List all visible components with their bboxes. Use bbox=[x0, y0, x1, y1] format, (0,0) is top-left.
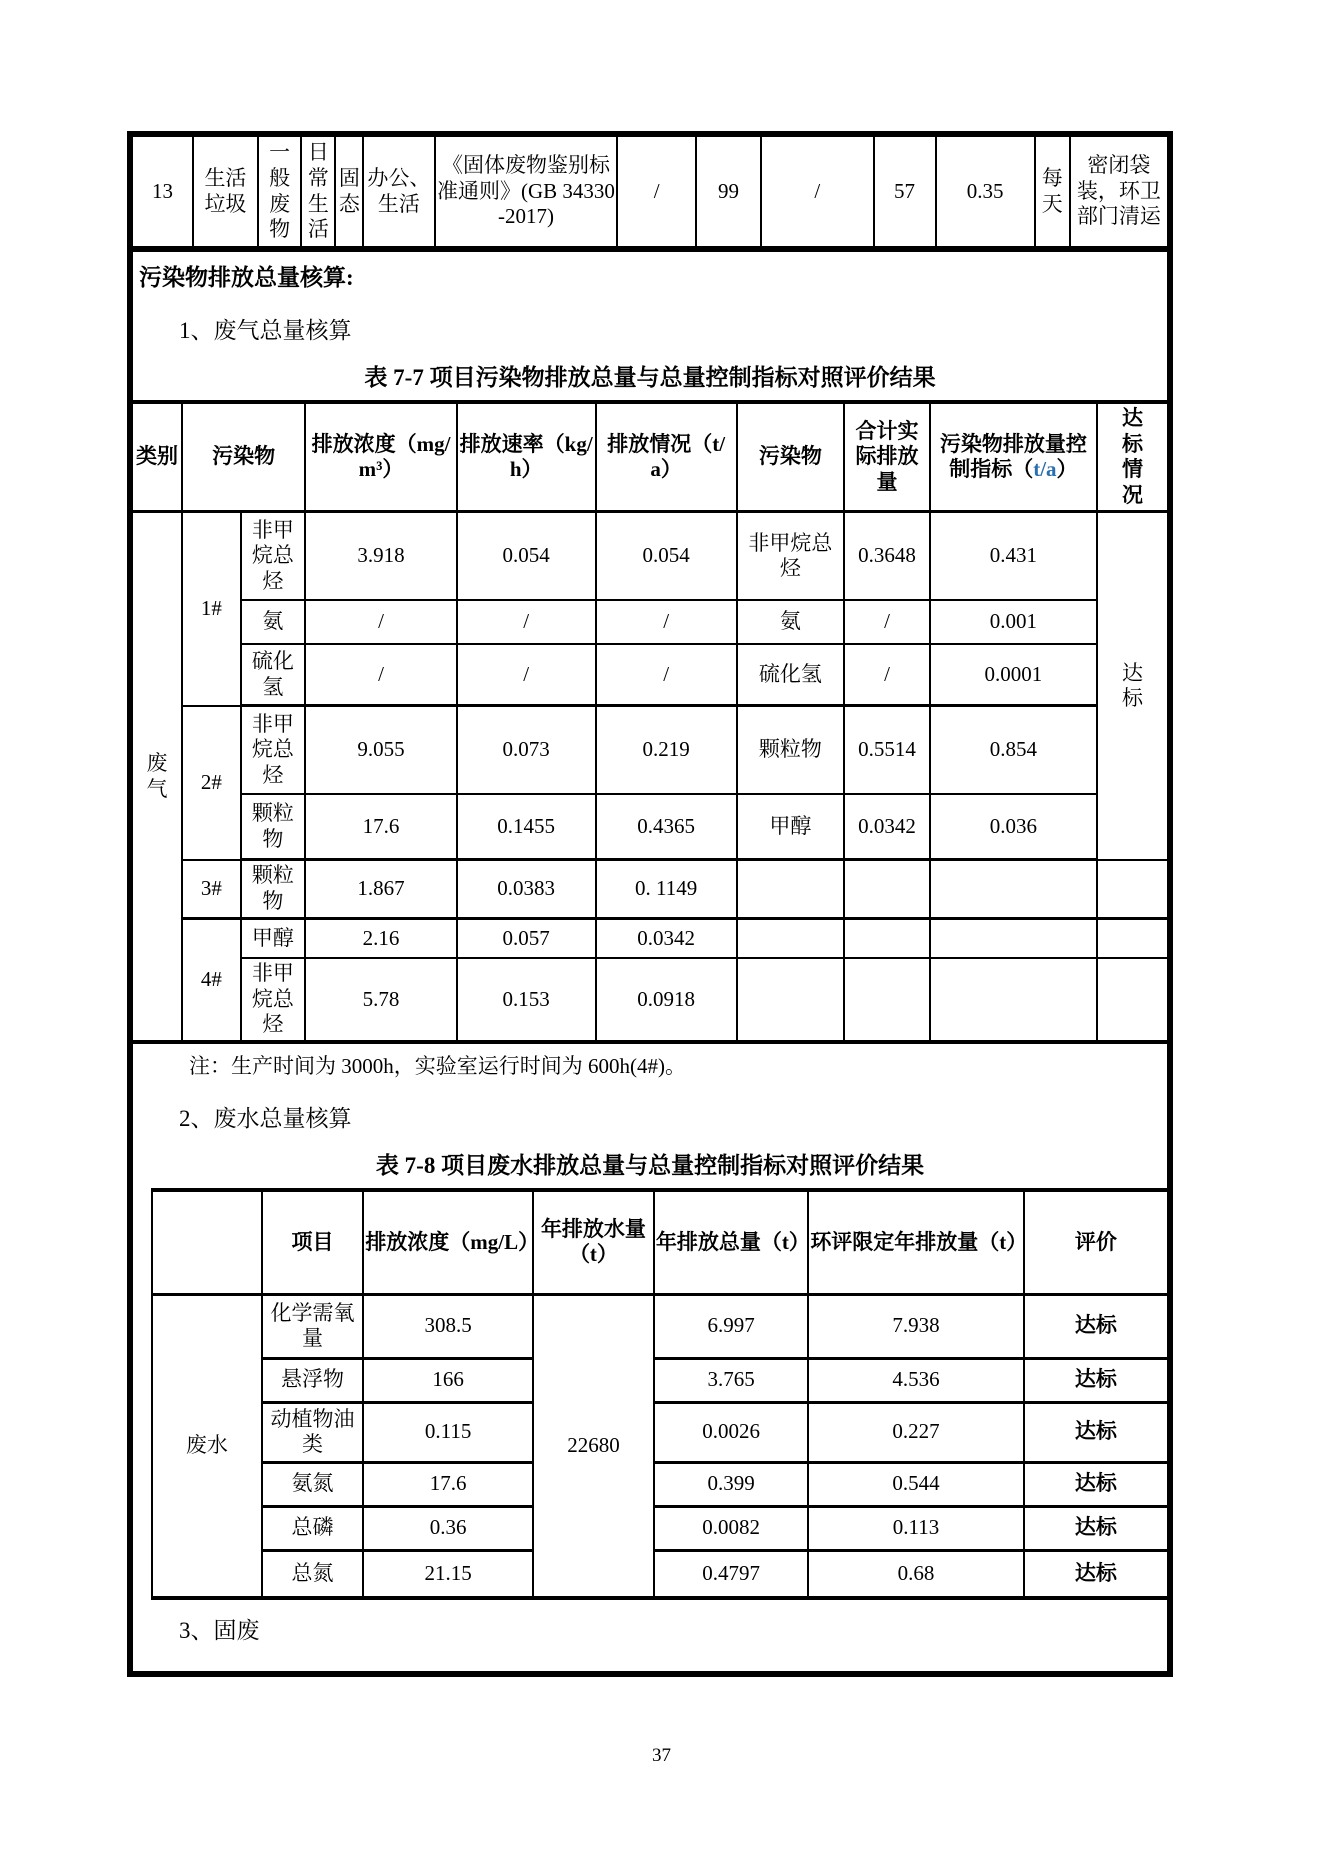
cell-value: 0.113 bbox=[808, 1506, 1023, 1550]
cell-waste-state: 固态 bbox=[335, 137, 363, 249]
wastewater-total-table bbox=[151, 1188, 1167, 1600]
control-indicator-close: ） bbox=[1056, 457, 1078, 482]
header-evaluation: 评价 bbox=[1024, 1190, 1167, 1294]
cell-value: 0.219 bbox=[596, 706, 737, 794]
header-eia-limit: 环评限定年排放量（t） bbox=[808, 1190, 1023, 1294]
cell-evaluation: 达标 bbox=[1024, 1358, 1167, 1402]
table-row bbox=[152, 1462, 1167, 1506]
cell-value: / bbox=[305, 644, 456, 706]
control-indicator-text: 污染物排放量控制指标（ bbox=[939, 431, 1087, 482]
header-pollutant2: 污染物 bbox=[737, 402, 845, 512]
cell-standard-reference: 《固体废物鉴别标准通则》(GB 34330-2017) bbox=[435, 137, 618, 249]
cell-value: 0.544 bbox=[808, 1462, 1023, 1506]
cell-empty bbox=[844, 958, 930, 1042]
table-header-row bbox=[133, 402, 1167, 512]
cell-disposal-method: 密闭袋装，环卫部门清运 bbox=[1070, 137, 1167, 249]
header-control-indicator bbox=[930, 402, 1097, 512]
cell-row-index: 13 bbox=[133, 137, 193, 249]
table-row bbox=[152, 1294, 1167, 1358]
section-heading-total-accounting: 污染物排放总量核算: bbox=[139, 265, 354, 290]
cell-value: 0.0918 bbox=[596, 958, 737, 1042]
table-row bbox=[133, 706, 1167, 794]
cell-value: 0.35 bbox=[936, 137, 1035, 249]
cell-pollutant-name: 硫化氢 bbox=[737, 644, 845, 706]
page-number: 37 bbox=[652, 1745, 671, 1766]
cell-value: 0.68 bbox=[808, 1550, 1023, 1598]
cell-value: 0.115 bbox=[363, 1402, 533, 1462]
cell-value: 0.036 bbox=[930, 794, 1097, 860]
table-row bbox=[133, 918, 1167, 958]
header-total-actual: 合计实际排放量 bbox=[844, 402, 930, 512]
cell-value: 2.16 bbox=[305, 918, 456, 958]
cell-waste-source: 办公、生活 bbox=[363, 137, 434, 249]
cell-frequency: 每天 bbox=[1035, 137, 1070, 249]
cell-value: 1.867 bbox=[305, 860, 456, 918]
cell-pollutant-name: 颗粒物 bbox=[241, 860, 306, 918]
cell-empty bbox=[930, 958, 1097, 1042]
cell-value: 0.4797 bbox=[654, 1550, 808, 1598]
cell-value: 0.4365 bbox=[596, 794, 737, 860]
cell-category-wastewater: 废水 bbox=[152, 1294, 262, 1598]
table-row bbox=[133, 958, 1167, 1042]
cell-value: 9.055 bbox=[305, 706, 456, 794]
cell-item-name: 总氮 bbox=[262, 1550, 364, 1598]
cell-item-name: 总磷 bbox=[262, 1506, 364, 1550]
cell-empty bbox=[930, 860, 1097, 918]
cell-evaluation: 达标 bbox=[1024, 1462, 1167, 1506]
cell-empty bbox=[844, 860, 930, 918]
cell-empty bbox=[1097, 860, 1167, 918]
table-row bbox=[133, 794, 1167, 860]
category-text: 废气 bbox=[146, 751, 168, 801]
cell-value: 0.073 bbox=[457, 706, 596, 794]
cell-outlet-group: 2# bbox=[182, 706, 240, 860]
cell-empty bbox=[930, 918, 1097, 958]
cell-item-name: 悬浮物 bbox=[262, 1358, 364, 1402]
cell-value: / bbox=[761, 137, 874, 249]
subsection-2-label: 2、废水总量核算 bbox=[179, 1106, 352, 1132]
header-item: 项目 bbox=[262, 1190, 364, 1294]
cell-empty bbox=[844, 918, 930, 958]
cell-value: 0.054 bbox=[596, 512, 737, 600]
cell-annual-water-volume: 22680 bbox=[533, 1294, 654, 1598]
cell-value: 308.5 bbox=[363, 1294, 533, 1358]
cell-pollutant-name: 非甲烷总烃 bbox=[737, 512, 845, 600]
cell-value: / bbox=[844, 644, 930, 706]
header-concentration: 排放浓度（mg/L） bbox=[363, 1190, 533, 1294]
table-row bbox=[152, 1358, 1167, 1402]
solid-waste-row-table bbox=[133, 137, 1167, 252]
table-row bbox=[152, 1506, 1167, 1550]
waste-gas-total-table bbox=[133, 400, 1167, 1044]
cell-item-name: 氨氮 bbox=[262, 1462, 364, 1506]
cell-value: 0.1455 bbox=[457, 794, 596, 860]
cell-value: / bbox=[617, 137, 696, 249]
cell-value: 166 bbox=[363, 1358, 533, 1402]
cell-pollutant-name: 颗粒物 bbox=[737, 706, 845, 794]
table-row bbox=[152, 1402, 1167, 1462]
cell-waste-name: 生活垃圾 bbox=[193, 137, 258, 249]
cell-value: 0.3648 bbox=[844, 512, 930, 600]
cell-value: 0.0026 bbox=[654, 1402, 808, 1462]
cell-outlet-group: 3# bbox=[182, 860, 240, 918]
cell-pollutant-name: 氨 bbox=[737, 600, 845, 644]
cell-value: 0.0383 bbox=[457, 860, 596, 918]
cell-value: 4.536 bbox=[808, 1358, 1023, 1402]
cell-value: 5.78 bbox=[305, 958, 456, 1042]
cell-empty bbox=[1097, 958, 1167, 1042]
header-situation: 排放情况（t/a） bbox=[596, 402, 737, 512]
table-7-7-note: 注：生产时间为 3000h，实验室运行时间为 600h(4#)。 bbox=[189, 1054, 686, 1079]
cell-value: 17.6 bbox=[305, 794, 456, 860]
cell-pollutant-name: 非甲烷总烃 bbox=[241, 706, 306, 794]
cell-value: 3.765 bbox=[654, 1358, 808, 1402]
cell-empty bbox=[737, 860, 845, 918]
cell-value: 0.0342 bbox=[844, 794, 930, 860]
wastewater-table-wrapper bbox=[151, 1188, 1167, 1600]
cell-evaluation: 达标 bbox=[1024, 1506, 1167, 1550]
cell-value: 3.918 bbox=[305, 512, 456, 600]
table-row bbox=[152, 1550, 1167, 1598]
cell-item-name: 化学需氧量 bbox=[262, 1294, 364, 1358]
cell-value: / bbox=[457, 644, 596, 706]
table-header-row bbox=[152, 1190, 1167, 1294]
cell-evaluation: 达标 bbox=[1024, 1550, 1167, 1598]
cell-value: 0.227 bbox=[808, 1402, 1023, 1462]
header-annual-total: 年排放总量（t） bbox=[654, 1190, 808, 1294]
cell-value: 0.399 bbox=[654, 1462, 808, 1506]
table-7-7-title: 表 7-7 项目污染物排放总量与总量控制指标对照评价结果 bbox=[364, 365, 936, 390]
cell-waste-origin: 日常生活 bbox=[301, 137, 335, 249]
table-row bbox=[133, 860, 1167, 918]
cell-outlet-group: 1# bbox=[182, 512, 240, 706]
page-content-frame bbox=[127, 131, 1173, 1677]
cell-value: 0. 1149 bbox=[596, 860, 737, 918]
cell-value: 0.0001 bbox=[930, 644, 1097, 706]
cell-value: 0.001 bbox=[930, 600, 1097, 644]
cell-value: / bbox=[305, 600, 456, 644]
cell-value: 99 bbox=[696, 137, 761, 249]
cell-value: 0.0082 bbox=[654, 1506, 808, 1550]
cell-pollutant-name: 颗粒物 bbox=[241, 794, 306, 860]
cell-value: / bbox=[457, 600, 596, 644]
cell-pollutant-name: 非甲烷总烃 bbox=[241, 512, 306, 600]
subsection-1-label: 1、废气总量核算 bbox=[179, 318, 352, 343]
table-row bbox=[133, 137, 1167, 249]
cell-status bbox=[1097, 512, 1167, 860]
cell-empty bbox=[737, 958, 845, 1042]
cell-value: 0.057 bbox=[457, 918, 596, 958]
header-rate: 排放速率（kg/h） bbox=[457, 402, 596, 512]
cell-waste-class: 一般废物 bbox=[258, 137, 301, 249]
status-text: 达标 bbox=[1121, 660, 1143, 711]
cell-value: 0.854 bbox=[930, 706, 1097, 794]
cell-value: 0.36 bbox=[363, 1506, 533, 1550]
cell-empty bbox=[1097, 918, 1167, 958]
cell-pollutant-name: 氨 bbox=[241, 600, 306, 644]
table-row bbox=[133, 512, 1167, 600]
cell-value: / bbox=[596, 644, 737, 706]
cell-value: 21.15 bbox=[363, 1550, 533, 1598]
status-header-text: 达标情况 bbox=[1121, 406, 1143, 507]
header-pollutant: 污染物 bbox=[182, 402, 305, 512]
cell-item-name: 动植物油类 bbox=[262, 1402, 364, 1462]
cell-value: / bbox=[596, 600, 737, 644]
cell-value: 17.6 bbox=[363, 1462, 533, 1506]
header-blank bbox=[152, 1190, 262, 1294]
cell-pollutant-name: 非甲烷总烃 bbox=[241, 958, 306, 1042]
cell-empty bbox=[737, 918, 845, 958]
header-concentration: 排放浓度（mg/m³） bbox=[305, 402, 456, 512]
header-category: 类别 bbox=[133, 402, 182, 512]
cell-value: 0.054 bbox=[457, 512, 596, 600]
cell-value: / bbox=[844, 600, 930, 644]
cell-value: 0.431 bbox=[930, 512, 1097, 600]
cell-value: 0.5514 bbox=[844, 706, 930, 794]
control-indicator-unit: t/a bbox=[1033, 457, 1057, 482]
cell-evaluation: 达标 bbox=[1024, 1294, 1167, 1358]
cell-value: 0.153 bbox=[457, 958, 596, 1042]
header-annual-water: 年排放水量（t） bbox=[533, 1190, 654, 1294]
cell-value: 0.0342 bbox=[596, 918, 737, 958]
cell-outlet-group: 4# bbox=[182, 918, 240, 1042]
cell-pollutant-name: 甲醇 bbox=[737, 794, 845, 860]
cell-value: 7.938 bbox=[808, 1294, 1023, 1358]
cell-value: 57 bbox=[874, 137, 936, 249]
table-row bbox=[133, 600, 1167, 644]
subsection-3-label: 3、固废 bbox=[179, 1618, 260, 1644]
cell-value: 6.997 bbox=[654, 1294, 808, 1358]
cell-pollutant-name: 甲醇 bbox=[241, 918, 306, 958]
cell-evaluation: 达标 bbox=[1024, 1402, 1167, 1462]
table-7-8-title: 表 7-8 项目废水排放总量与总量控制指标对照评价结果 bbox=[375, 1153, 925, 1179]
table-row bbox=[133, 644, 1167, 706]
cell-category-waste-gas bbox=[133, 512, 182, 1042]
cell-pollutant-name: 硫化氢 bbox=[241, 644, 306, 706]
header-status bbox=[1097, 402, 1167, 512]
